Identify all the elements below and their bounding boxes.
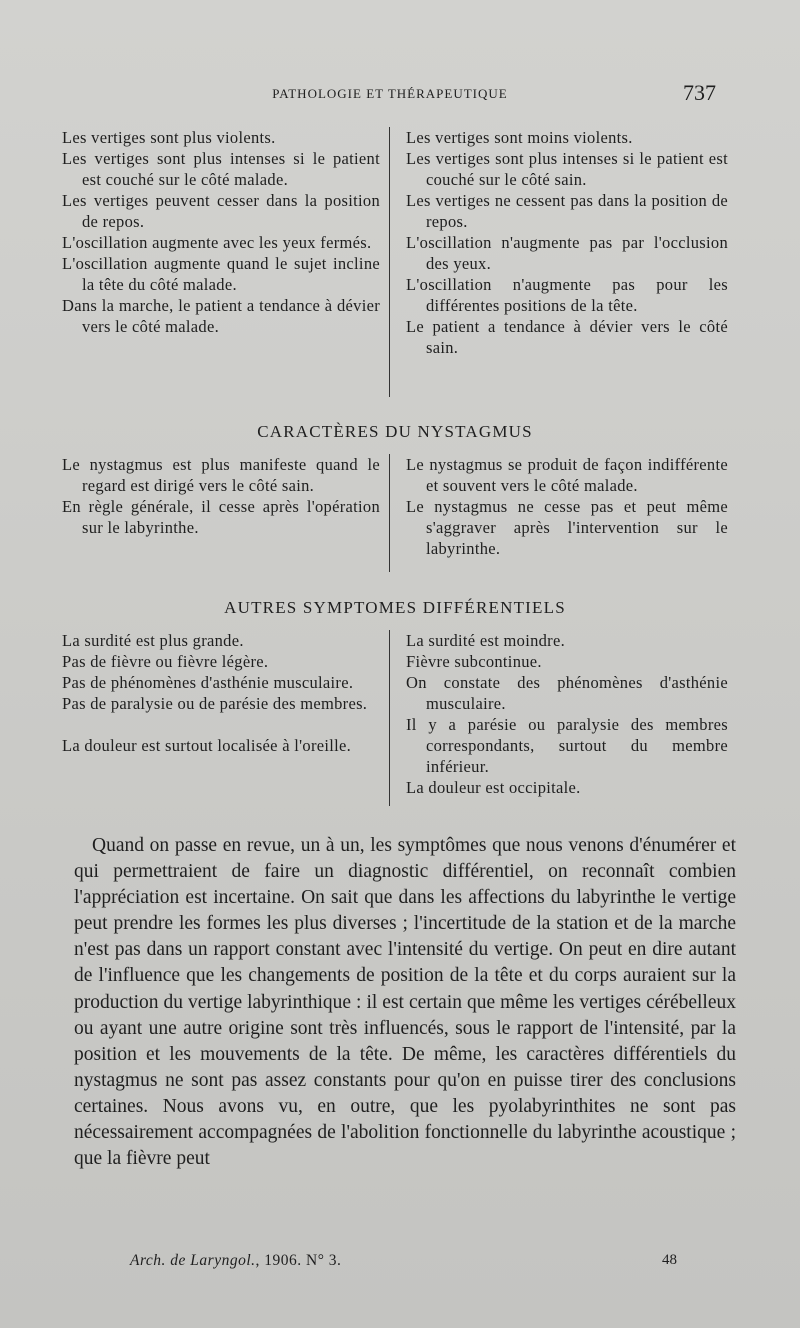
table-row: La surdité est plus grande. [62, 631, 244, 650]
table-row: La surdité est moindre. [406, 631, 566, 650]
symptomes-comparison-table [62, 630, 732, 810]
symptomes-right-column [406, 630, 728, 798]
journal-name: Arch. de Laryngol. [130, 1252, 256, 1269]
table-row: Pas de paralysie ou de parésie des membres. [62, 694, 368, 713]
table-row: Les vertiges sont moins violents. [406, 128, 633, 147]
journal-issue: , 1906. N° 3. [255, 1252, 342, 1269]
body-paragraph: Quand on passe en revue, un à un, les symptômes que nous venons d'énumérer et qui permettraient de faire un diagnostic différentiel, on reconnaît combien l'appréciation est incertaine. On sait que dans les affections du labyrinthe le vertige peut prendre les formes les plus diverses ; l'incertitude de la station et de la marche n'est pas dans un rapport constant avec l'intensité du vertige. On peut en dire autant de l'influence que les changements de position de la tête et du corps auraient sur la production du vertige labyrinthique : il est certain que même les vertiges cérébelleux ou ayant une autre origine sont très influencés, sous le rapport de l'intensité, par la position et les mouvements de la tête. De même, les caractères différentiels du nystagmus ne sont pas assez constants pour qu'on en puisse tirer des conclusions certaines. Nous avons vu, en outre, que les pyolabyrinthites ne sont pas nécessairement accompagnées de l'abolition fonctionnelle du labyrinthe acoustique ; que la fièvre peut [74, 835, 736, 1170]
symptomes-left-column [62, 630, 380, 756]
table-row: Le nystagmus est plus manifeste quand le regard est dirigé vers le côté sain. [62, 455, 380, 495]
page-header [0, 80, 800, 108]
table-row: Pas de fièvre ou fièvre légère. [62, 652, 269, 671]
vertiges-right-column [406, 127, 728, 358]
journal-reference [130, 1252, 341, 1270]
page-number: 737 [683, 80, 716, 105]
table-row: Le nystagmus ne cesse pas et peut même s'aggraver après l'intervention sur le labyrinthe. [406, 497, 728, 558]
table-row: En règle générale, il cesse après l'opération sur le labyrinthe. [62, 497, 380, 537]
table-row: Les vertiges peuvent cesser dans la position de repos. [62, 191, 380, 231]
column-divider [389, 127, 390, 397]
table-row: Le nystagmus se produit de façon indifférente et souvent vers le côté malade. [406, 455, 728, 495]
vertiges-left-column [62, 127, 380, 337]
table-row: Il y a parésie ou paralysie des membres correspondants, surtout du membre inférieur. [406, 715, 728, 776]
page-footer [0, 1252, 800, 1276]
running-title: PATHOLOGIE ET THÉRAPEUTIQUE [272, 86, 508, 101]
signature-number: 48 [662, 1252, 677, 1268]
column-divider [389, 454, 390, 572]
table-row: Les vertiges sont plus violents. [62, 128, 276, 147]
column-divider [389, 630, 390, 806]
table-row: L'oscillation augmente quand le sujet incline la tête du côté malade. [62, 254, 380, 294]
table-row: Les vertiges ne cessent pas dans la position de repos. [406, 191, 728, 231]
table-row: L'oscillation n'augmente pas par l'occlusion des yeux. [406, 233, 728, 273]
table-row: Pas de phénomènes d'asthénie musculaire. [62, 673, 354, 692]
nystagmus-comparison-table [62, 454, 732, 578]
symptomes-section-title: AUTRES SYMPTOMES DIFFÉRENTIELS [224, 598, 566, 617]
table-row: L'oscillation n'augmente pas pour les différentes positions de la tête. [406, 275, 728, 315]
table-row: L'oscillation augmente avec les yeux fermés. [62, 233, 372, 252]
nystagmus-left-column [62, 454, 380, 538]
table-row: Les vertiges sont plus intenses si le patient est couché sur le côté malade. [62, 149, 380, 189]
table-row: On constate des phénomènes d'asthénie musculaire. [406, 673, 728, 713]
table-row: Le patient a tendance à dévier vers le côté sain. [406, 317, 728, 357]
table-row: Les vertiges sont plus intenses si le patient est couché sur le côté sain. [406, 149, 728, 189]
vertiges-comparison-table [62, 127, 732, 399]
table-row: Fièvre subcontinue. [406, 652, 542, 671]
nystagmus-right-column [406, 454, 728, 559]
nystagmus-section-title: CARACTÈRES DU NYSTAGMUS [257, 422, 533, 441]
table-row: Dans la marche, le patient a tendance à dévier vers le côté malade. [62, 296, 380, 336]
table-row: La douleur est occipitale. [406, 778, 581, 797]
table-row: La douleur est surtout localisée à l'oreille. [62, 736, 352, 755]
